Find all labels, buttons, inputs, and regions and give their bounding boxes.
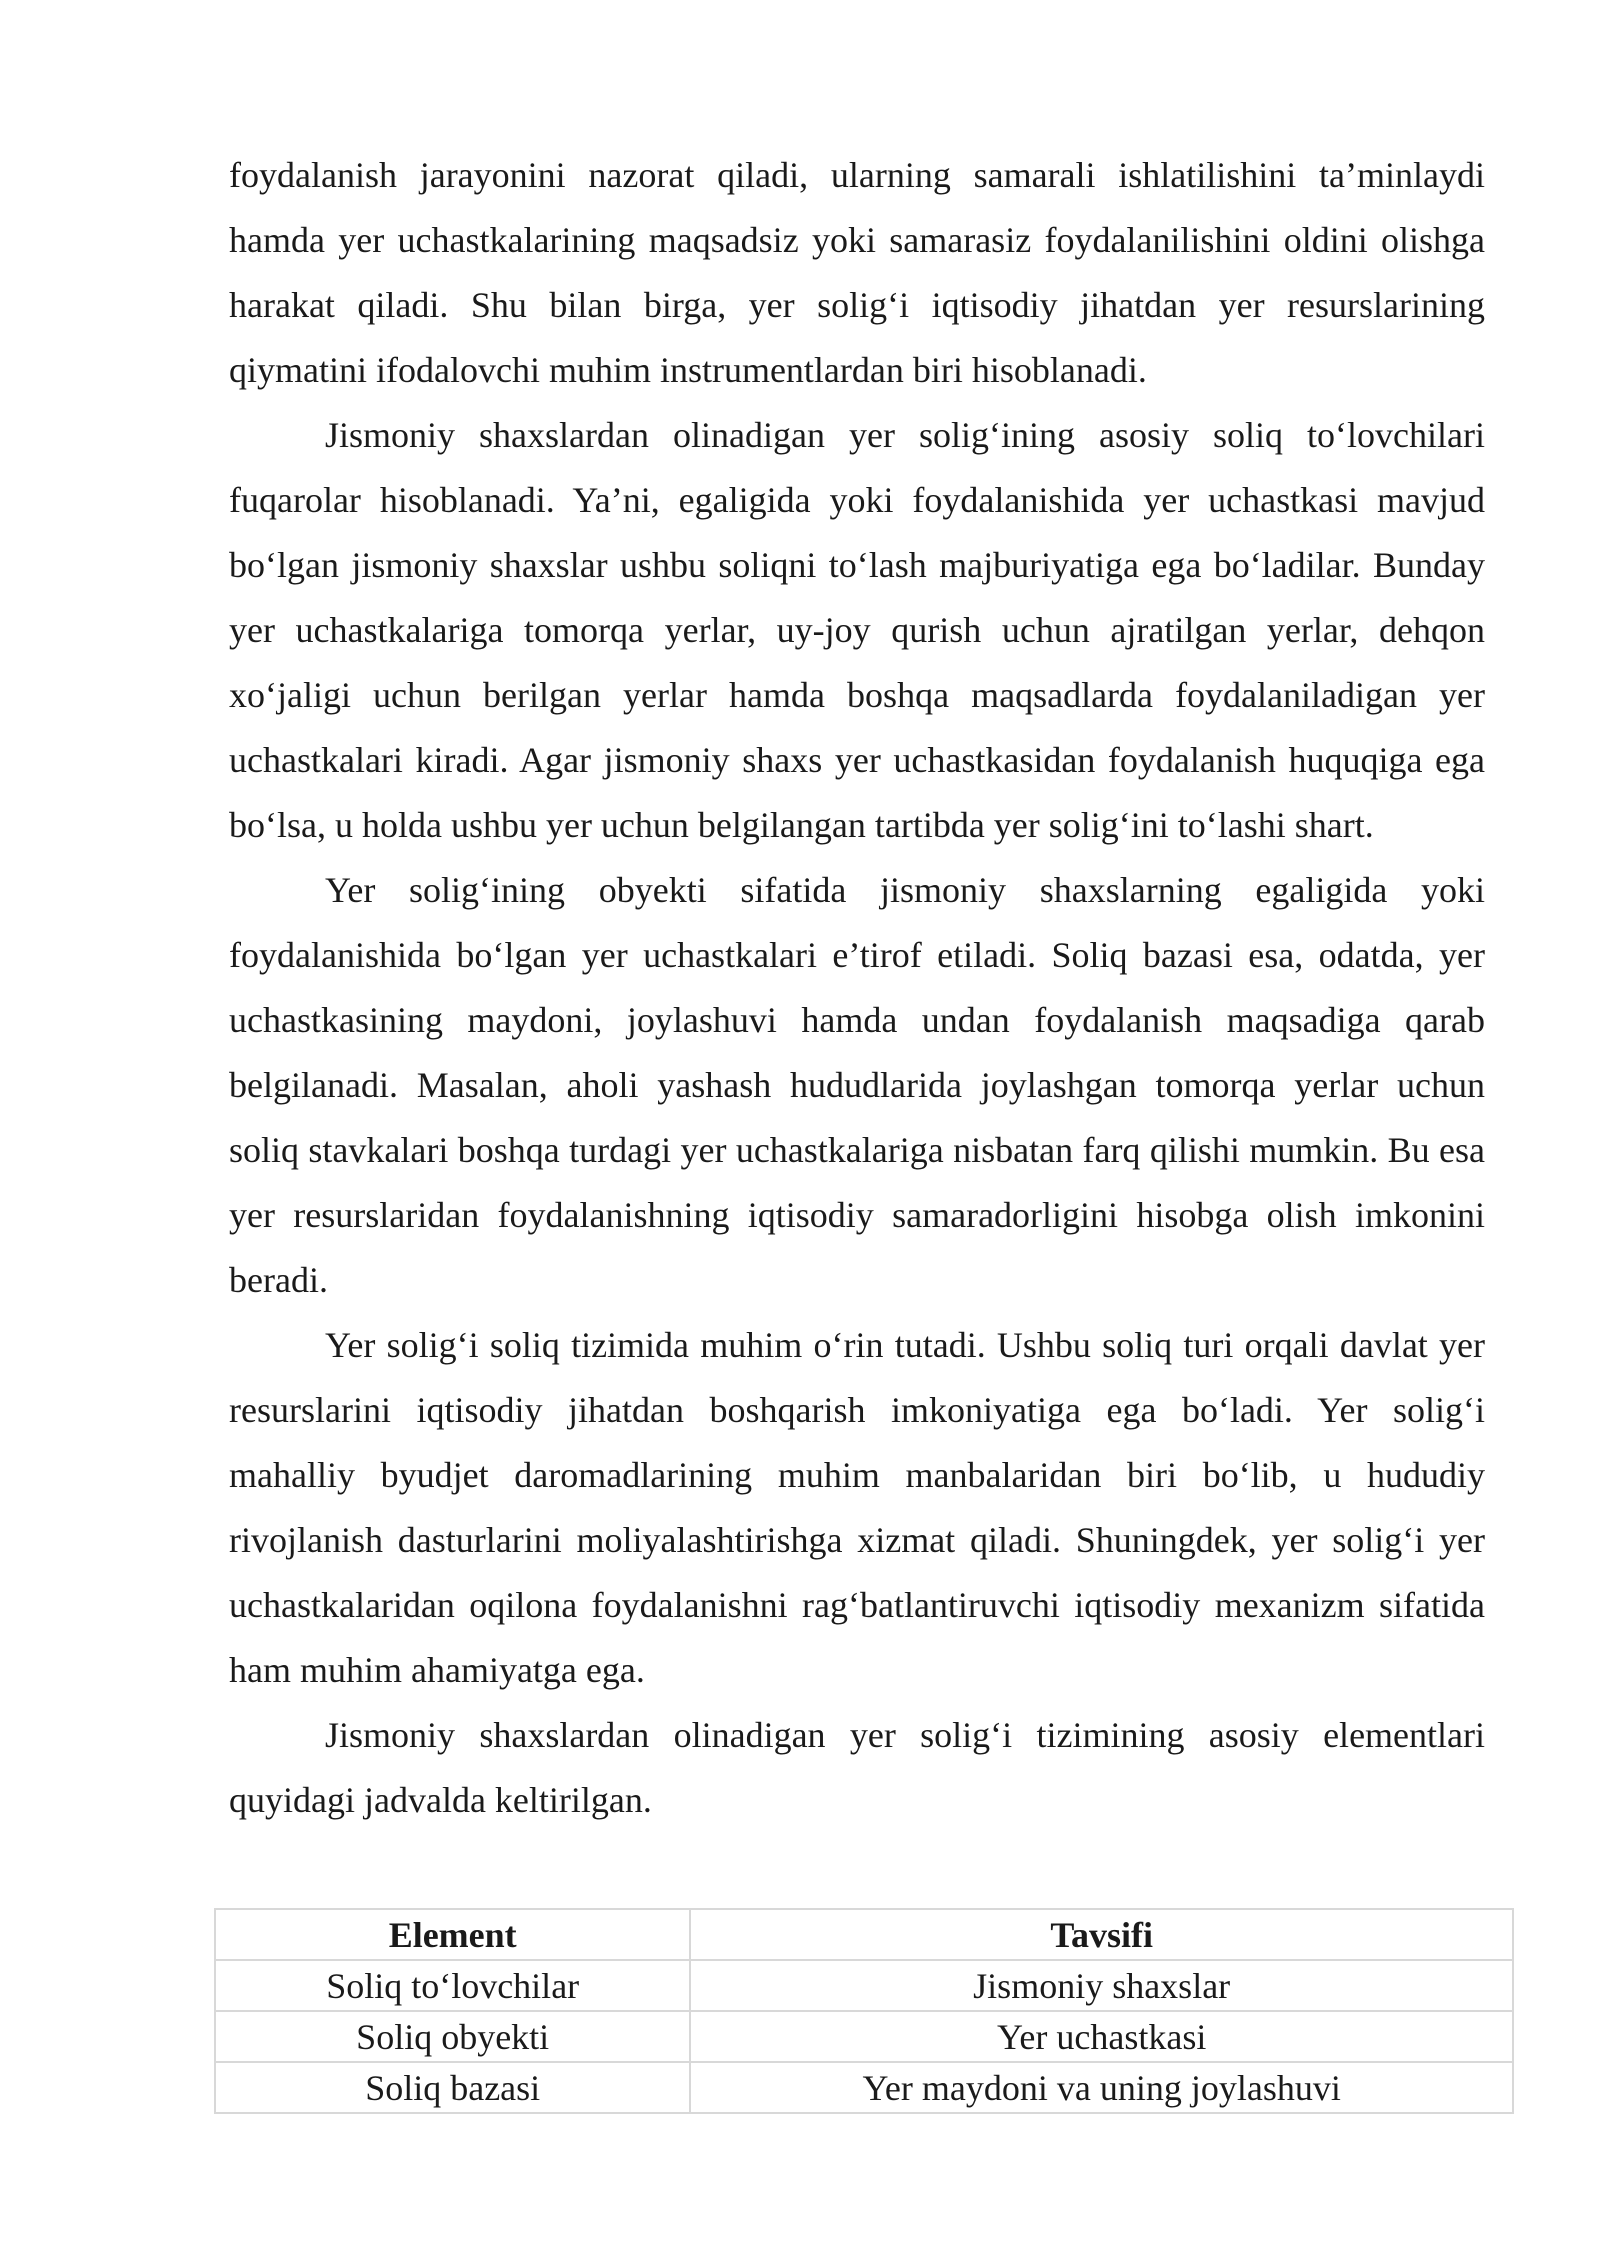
table-cell-element: Soliq obyekti (215, 2011, 690, 2062)
table-header-element: Element (215, 1909, 690, 1960)
paragraph-4: Yer solig‘i soliq tizimida muhim o‘rin tutadi. Ushbu soliq turi orqali davlat yer resurslarini iqtisodiy jihatdan boshqarish imkoniyatiga ega bo‘ladi. Yer solig‘i mahalliy byudjet daromadlarining muhim manbalaridan biri bo‘lib, u hududiy rivojlanish dasturlarini moliyalashtirishga xizmat qiladi. Shuningdek, yer solig‘i yer uchastkalaridan oqilona foydalanishni rag‘batlantiruvchi iqtisodiy mexanizm sifatida ham muhim ahamiyatga ega. (229, 1325, 1485, 1690)
table-header-description: Tavsifi (690, 1909, 1513, 1960)
tax-elements-table (214, 1908, 1514, 2114)
table-row (215, 1960, 1513, 2011)
tax-elements-table-wrapper (214, 1908, 1514, 2114)
paragraph-1: foydalanish jarayonini nazorat qiladi, ularning samarali ishlatilishini ta’minlaydi hamda yer uchastkalarining maqsadsiz yoki samarasiz foydalanilishini oldini olishga harakat qiladi. Shu bilan birga, yer solig‘i iqtisodiy jihatdan yer resurslarining qiymatini ifodalovchi muhim instrumentlardan biri hisoblanadi. (229, 155, 1485, 390)
paragraph-2: Jismoniy shaxslardan olinadigan yer solig‘ining asosiy soliq to‘lovchilari fuqarolar hisoblanadi. Ya’ni, egaligida yoki foydalanishida yer uchastkasi mavjud bo‘lgan jismoniy shaxslar ushbu soliqni to‘lash majburiyatiga ega bo‘ladilar. Bunday yer uchastkalariga tomorqa yerlar, uy-joy qurish uchun ajratilgan yerlar, dehqon xo‘jaligi uchun berilgan yerlar hamda boshqa maqsadlarda foydalaniladigan yer uchastkalari kiradi. Agar jismoniy shaxs yer uchastkasidan foydalanish huquqiga ega bo‘lsa, u holda ushbu yer uchun belgilangan tartibda yer solig‘ini to‘lashi shart. (229, 415, 1485, 845)
table-row (215, 2011, 1513, 2062)
paragraph-3: Yer solig‘ining obyekti sifatida jismoniy shaxslarning egaligida yoki foydalanishida bo‘lgan yer uchastkalari e’tirof etiladi. Soliq bazasi esa, odatda, yer uchastkasining maydoni, joylashuvi hamda undan foydalanish maqsadiga qarab belgilanadi. Masalan, aholi yashash hududlarida joylashgan tomorqa yerlar uchun soliq stavkalari boshqa turdagi yer uchastkalariga nisbatan farq qilishi mumkin. Bu esa yer resurslaridan foydalanishning iqtisodiy samaradorligini hisobga olish imkonini beradi. (229, 870, 1485, 1300)
body-text (229, 143, 1485, 1833)
table-cell-description: Jismoniy shaxslar (690, 1960, 1513, 2011)
paragraph-5: Jismoniy shaxslardan olinadigan yer solig‘i tizimining asosiy elementlari quyidagi jadvalda keltirilgan. (229, 1715, 1485, 1820)
table-cell-element: Soliq to‘lovchilar (215, 1960, 690, 2011)
table-cell-description: Yer maydoni va uning joylashuvi (690, 2062, 1513, 2113)
table-cell-description: Yer uchastkasi (690, 2011, 1513, 2062)
table-cell-element: Soliq bazasi (215, 2062, 690, 2113)
table-header-row (215, 1909, 1513, 1960)
table-row (215, 2062, 1513, 2113)
